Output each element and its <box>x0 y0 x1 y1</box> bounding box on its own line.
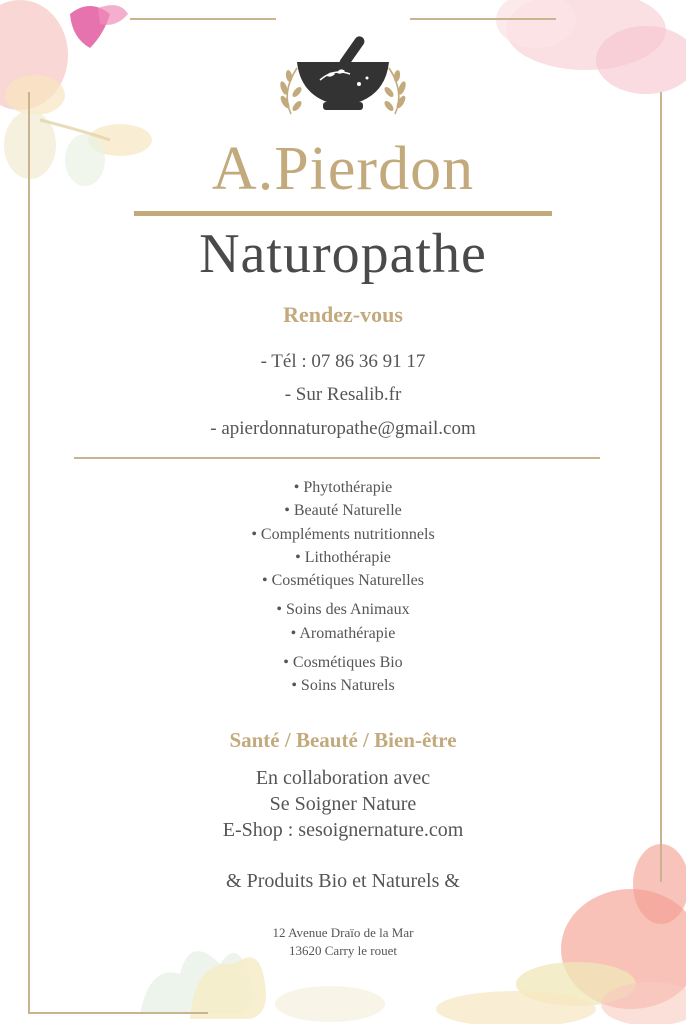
service-item: • Soins Naturels <box>291 677 395 694</box>
service-item: • Lithothérapie <box>295 549 391 566</box>
service-item: • Soins des Animaux <box>276 601 410 618</box>
address-city: 13620 Carry le rouet <box>289 943 397 958</box>
website-contact: - Sur Resalib.fr <box>284 384 402 405</box>
name-divider <box>134 211 552 216</box>
section-divider <box>74 457 600 459</box>
practitioner-name: A.Pierdon <box>211 135 475 203</box>
profession-title: Naturopathe <box>199 223 487 285</box>
service-item: • Beauté Naturelle <box>284 502 402 519</box>
service-item: • Compléments nutritionnels <box>251 526 435 543</box>
email-contact: - apierdonnaturopathe@gmail.com <box>210 418 476 439</box>
frame-top-right <box>410 18 556 20</box>
appointment-heading: Rendez-vous <box>283 302 403 327</box>
service-item: • Cosmétiques Bio <box>283 654 403 671</box>
tagline: Santé / Beauté / Bien-être <box>229 728 457 752</box>
frame-bottom <box>28 1012 208 1014</box>
collaboration-line: En collaboration avec <box>255 767 431 789</box>
mortar-pestle-icon <box>275 28 411 128</box>
service-item: • Cosmétiques Naturelles <box>261 572 424 589</box>
service-item: • Phytothérapie <box>293 479 393 496</box>
products-line: & Produits Bio et Naturels & <box>226 870 460 892</box>
phone-contact: - Tél : 07 86 36 91 17 <box>260 351 426 372</box>
service-item: • Aromathérapie <box>290 625 396 642</box>
address-street: 12 Avenue Draïo de la Mar <box>272 925 414 940</box>
eshop-link: E-Shop : sesoignernature.com <box>222 819 464 841</box>
partner-name: Se Soigner Nature <box>269 793 417 815</box>
frame-top-left <box>130 18 276 20</box>
